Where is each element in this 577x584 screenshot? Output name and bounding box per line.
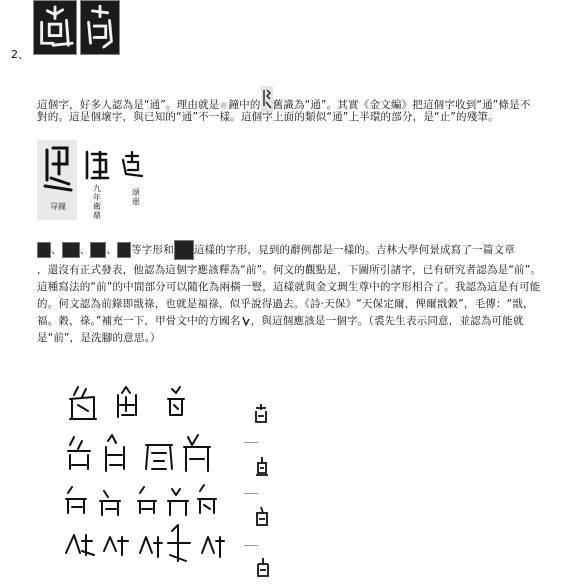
paragraph-text: 、 bbox=[51, 244, 62, 256]
inline-glyph-image bbox=[62, 242, 80, 258]
paragraph-2-line-4: 的。何文認為前錄即戩祿，也就是福祿，似乎說得過去。《詩·天保》“天保定爾，俾爾戩穀”，毛傳：“戩， bbox=[37, 298, 534, 310]
paragraph-text: 這樣的字形，見到的辭例都是一樣的。吉林大學何景成寫了一篇文章 bbox=[193, 244, 515, 256]
paragraph-text: 鐘中的 bbox=[228, 99, 261, 111]
section-number: 2、 bbox=[11, 48, 29, 61]
oracle-glyph-right-4 bbox=[254, 556, 272, 578]
oracle-bone-glyph-icon bbox=[254, 556, 272, 578]
oracle-bone-glyph-icon bbox=[60, 385, 230, 580]
paragraph-2-line-5 bbox=[37, 313, 524, 330]
paragraph-text: 、 bbox=[79, 244, 91, 256]
divider bbox=[244, 442, 258, 443]
paragraph-text: 等字形和 bbox=[131, 244, 174, 256]
oracle-bone-glyph-icon bbox=[253, 505, 271, 527]
divider bbox=[244, 545, 258, 546]
inline-oracle-glyph bbox=[241, 315, 251, 327]
glyph-rubbing-icon bbox=[82, 148, 112, 182]
paragraph-text: ，與這個應該是一個字。（裘先生表示同意，並認為可能就 bbox=[250, 315, 524, 327]
paragraph-text: 福。穀，祿。”補充一下，甲骨文中的方國名 bbox=[37, 315, 241, 327]
paragraph-2-line-6: 是“前”，是洗腳的意思。） bbox=[37, 332, 161, 344]
oracle-glyph-table bbox=[60, 385, 230, 580]
glyph-rubbing-icon bbox=[120, 150, 146, 180]
oracle-bone-glyph-icon bbox=[241, 315, 251, 327]
oracle-glyph-right-2 bbox=[253, 455, 271, 477]
glyph-rubbing-icon bbox=[34, 1, 76, 54]
paragraph-text: 、 bbox=[106, 244, 118, 256]
oracle-bone-glyph-icon bbox=[252, 402, 270, 424]
rubbing-glyph-2 bbox=[80, 0, 120, 55]
paragraph-2-line-1 bbox=[37, 240, 515, 260]
paragraph-1-line-2: 對的。這是個壞字，與已知的“通”不一樣。這個字上面的類似“通”上半環的部分，是“止”的殘筆。 bbox=[37, 111, 499, 123]
bell-rubbing-image bbox=[37, 140, 77, 220]
paragraph-text: 舊識為“通”。其實《金文編》把這個字收到“通”條是不 bbox=[272, 99, 531, 111]
inline-glyph-image bbox=[90, 242, 106, 258]
glyph-rubbing-icon bbox=[81, 1, 119, 54]
figure-caption-right: 頌壺 bbox=[132, 188, 140, 206]
inline-glyph-image bbox=[174, 240, 194, 260]
rubbing-glyph-1 bbox=[33, 0, 77, 55]
figure-caption-middle: 九年衛鼎 bbox=[93, 184, 101, 220]
inline-glyph-image bbox=[37, 242, 51, 258]
figure-caption-left: 㝵鐘 bbox=[50, 202, 66, 211]
inline-glyph-image bbox=[117, 242, 131, 258]
glyph-nine-year-wei-ding bbox=[82, 148, 112, 182]
divider bbox=[244, 493, 258, 494]
glyph-song-hu bbox=[120, 150, 146, 180]
paragraph-2-line-2: ，還沒有正式發表，他認為這個字應該釋為“前”。何文的觀點是，下圖所引諸字，已有研究者認為是“前”。 bbox=[37, 264, 542, 276]
paragraph-text: 這個字，好多人認為是“通”。理由就是 bbox=[37, 99, 220, 111]
oracle-glyph-right-3 bbox=[253, 505, 271, 527]
oracle-glyph-right-1 bbox=[252, 402, 270, 424]
paragraph-2-line-3: 這種寫法的“前”的中間部分可以隨化為兩橫一豎，這樣就與金文琱生尊中的字形相合了。我認為這是有可能 bbox=[37, 281, 541, 293]
oracle-bone-glyph-icon bbox=[253, 455, 271, 477]
